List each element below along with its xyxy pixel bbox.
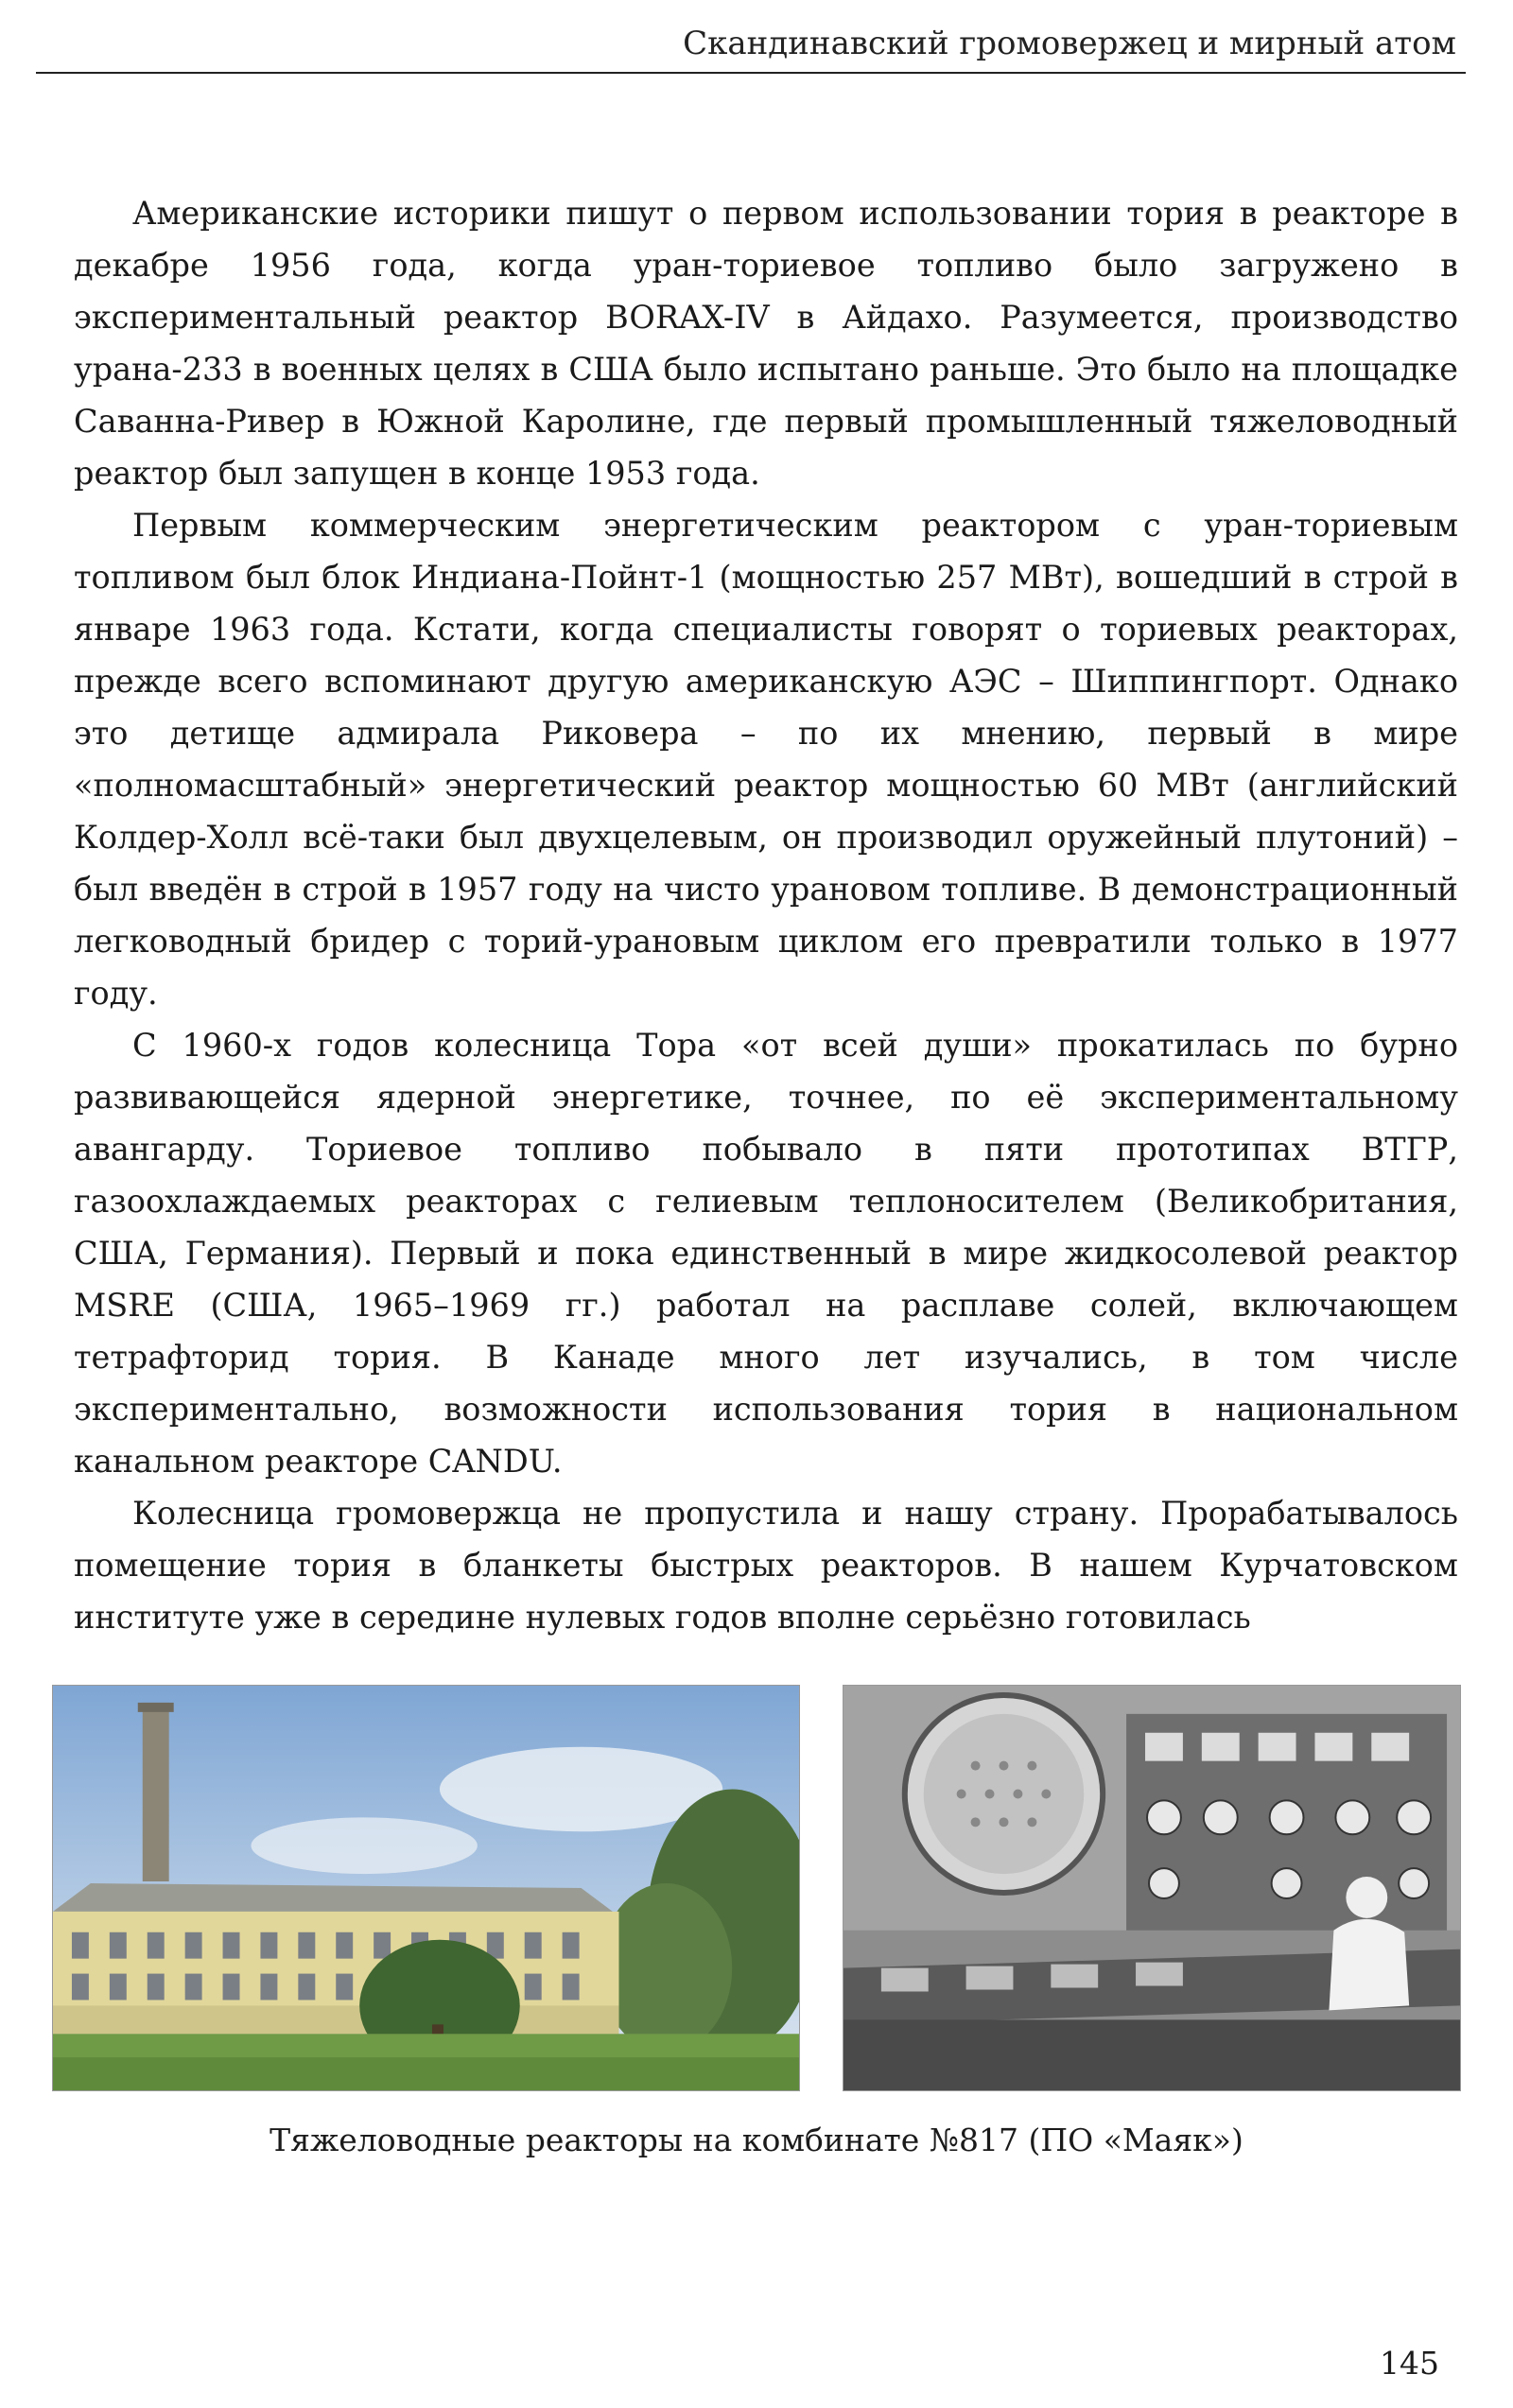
- paragraph-2: Первым коммерческим энергетическим реактором с уран-ториевым топливом был блок Индиана-Пойнт-1 (мощностью 257 МВт), вошедший в строй в январе 1963 года. Кстати, когда специалисты говорят о ториевых реакторах, прежде всего вспоминают другую американскую АЭС – Шиппингпорт. Однако это детище адмирала Риковера – по их мнению, первый в мире «полномасштабный» энергетический реактор мощностью 60 МВт (английский Колдер-Холл всё-таки был двухцелевым, он производил оружейный плутоний) – был введён в строй в 1957 году на чисто урановом топливе. В демонстрационный легководный бридер с торий-урановым циклом его превратили только в 1977 году.: [74, 507, 1458, 1012]
- figure-area: [52, 1685, 1461, 2091]
- page-number: 145: [1380, 2345, 1439, 2382]
- running-title: Скандинавский громовержец и мирный атом: [683, 25, 1456, 62]
- control-room-photo: [843, 1685, 1461, 2091]
- paragraph-3: С 1960-х годов колесница Тора «от всей души» прокатилась по бурно развивающейся ядерной энергетике, точнее, по её экспериментальному авангарду. Ториевое топливо побывало в пяти прототипах ВТГР, газоохлаждаемых реакторах с гелиевым теплоносителем (Великобритания, США, Германия). Первый и пока единственный в мире жидкосолевой реактор MSRE (США, 1965–1969 гг.) работал на расплаве солей, включающем тетрафторид тория. В Канаде много лет изучались, в том числе экспериментально, возможности использования тория в национальном канальном реакторе CANDU.: [74, 1027, 1458, 1480]
- running-head: [36, 15, 1466, 74]
- body-text: [74, 187, 1458, 1643]
- reactor-building-photo: [52, 1685, 800, 2091]
- paragraph-1: Американские историки пишут о первом использовании тория в реакторе в декабре 1956 года, когда уран-ториевое топливо было загружено в экспериментальный реактор BORAX-IV в Айдахо. Разумеется, производство урана-233 в военных целях в США было испытано раньше. Это было на площадке Саванна-Ривер в Южной Каролине, где первый промышленный тяжеловодный реактор был запущен в конце 1953 года.: [74, 195, 1458, 492]
- paragraph-4: Колесница громовержца не пропустила и нашу страну. Прорабатывалось помещение тория в бланкеты быстрых реакторов. В нашем Курчатовском институте уже в середине нулевых годов вполне серьёзно готовилась: [74, 1495, 1458, 1636]
- figure-caption: Тяжеловодные реакторы на комбинате №817 (ПО «Маяк»): [270, 2122, 1243, 2158]
